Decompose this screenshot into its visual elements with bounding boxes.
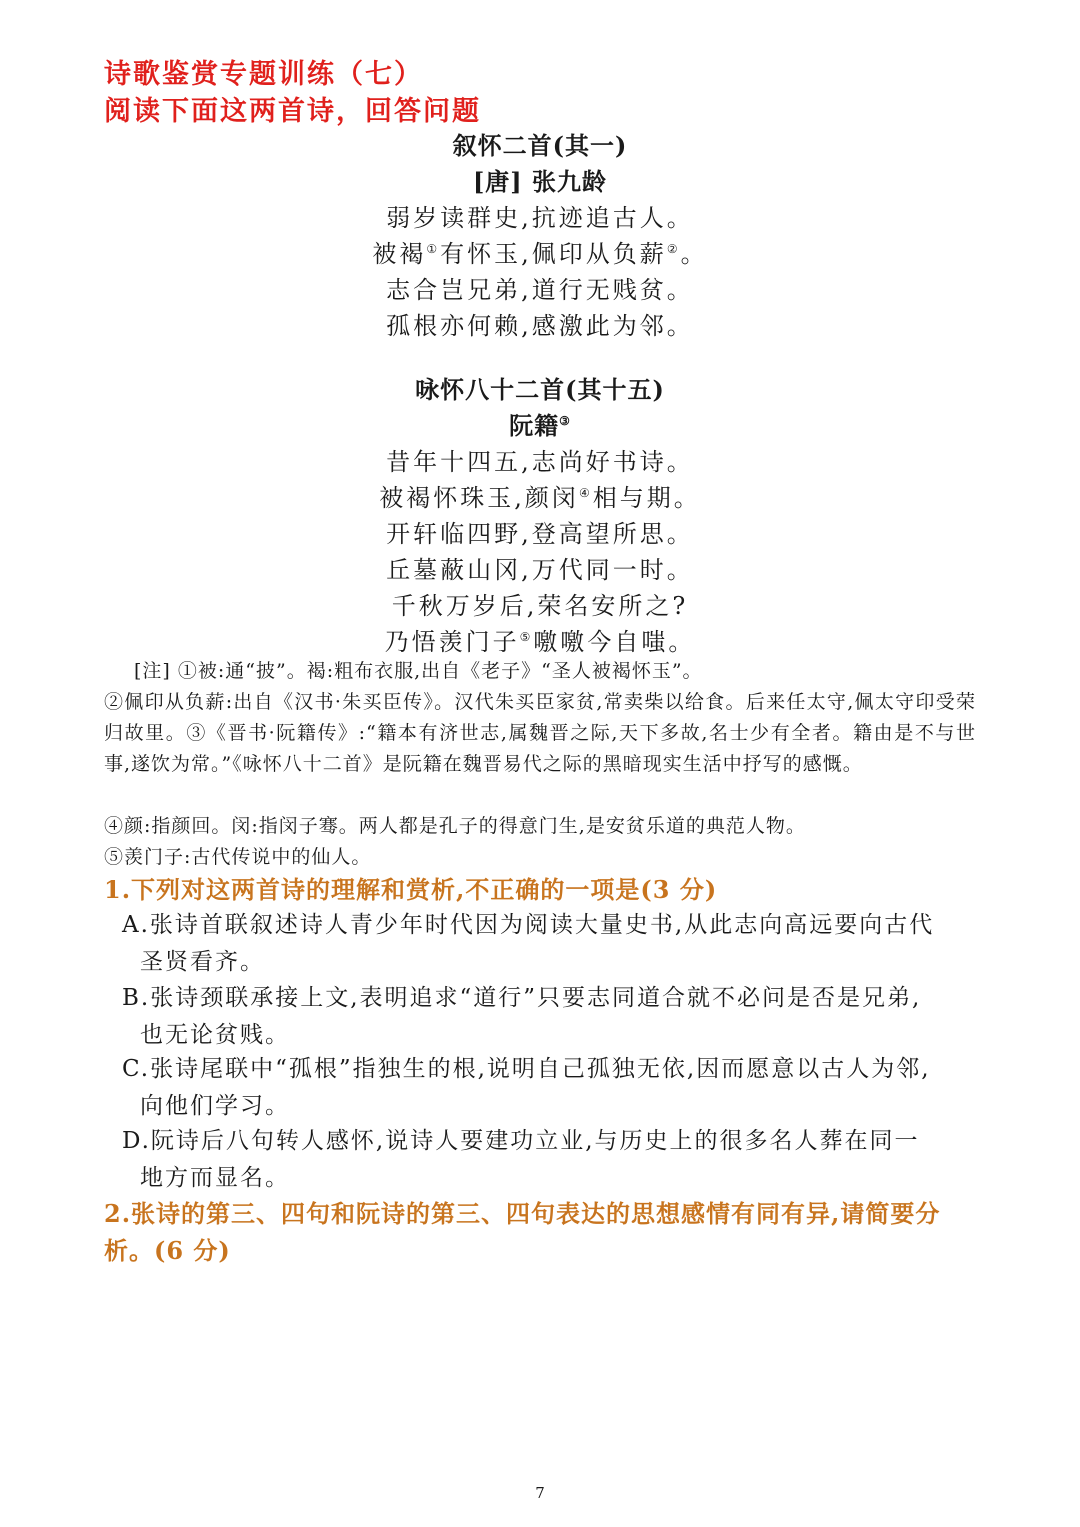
poem1-line2-part1: 被褐 <box>372 240 427 268</box>
option-c-line2: 向他们学习。 <box>140 1093 290 1119</box>
note-4: ④颜:指颜回。闵:指闵子骞。两人都是孔子的得意门生,是安贫乐道的典范人物。 <box>104 815 806 837</box>
option-a-line2: 圣贤看齐。 <box>140 949 265 975</box>
poem1-line2-part2: 有怀玉,佩印从负薪 <box>440 240 667 268</box>
option-b-line2: 也无论贫贱。 <box>140 1022 290 1048</box>
note-1: [注] ①被:通“披”。褐:粗布衣服,出自《老子》“圣人被褐怀玉”。 <box>134 660 703 682</box>
poem2-line6-part2: 噭噭今自嗤。 <box>533 628 696 656</box>
poem2-line1: 昔年十四五,志尚好书诗。 <box>386 448 694 476</box>
option-b-line1: B.张诗颈联承接上文,表明追求“道行”只要志同道合就不必问是否是兄弟, <box>122 985 922 1011</box>
poem2-line2-part1: 被褐怀珠玉,颜闵 <box>379 484 579 512</box>
page-number: 7 <box>535 1484 545 1502</box>
worksheet-title: 诗歌鉴赏专题训练（七） <box>104 59 423 90</box>
instruction-heading: 阅读下面这两首诗，回答问题 <box>104 96 481 127</box>
note-marker-4: ④ <box>578 486 593 500</box>
option-a <box>122 907 978 981</box>
note-2-3: ②佩印从负薪:出自《汉书·朱买臣传》。汉代朱买臣家贫,常卖柴以给食。后来任太守,佩太守印受荣归故里。③《晋书·阮籍传》:“籍本有济世志,属魏晋之际,天下多故,名士少有全者。籍由是不与世事,遂饮为常。”《咏怀八十二首》是阮籍在魏晋易代之际的黑暗现实生活中抒写的感慨。 <box>104 691 976 775</box>
poem1-line2 <box>0 234 1080 269</box>
question-2-stem: 2.张诗的第三、四句和阮诗的第三、四句表达的思想感情有同有异,请简要分析。(6 分) <box>104 1199 941 1265</box>
poem1-line1: 弱岁读群史,抗迹追古人。 <box>386 204 694 232</box>
option-c <box>122 1051 978 1125</box>
note-marker-3: ③ <box>559 414 571 428</box>
note-marker-5: ⑤ <box>519 630 534 644</box>
poem2-line2-part2: 相与期。 <box>592 484 701 512</box>
poem1-line2-part3: 。 <box>680 240 708 268</box>
poem2-line3: 开轩临四野,登高望所思。 <box>386 520 694 548</box>
option-a-line1: A.张诗首联叙述诗人青少年时代因为阅读大量史书,从此志向高远要向古代 <box>122 912 935 938</box>
poem2-title: 咏怀八十二首(其十五) <box>415 375 665 404</box>
note-marker-2: ② <box>666 242 681 256</box>
poem2-author <box>0 406 1080 441</box>
note-5: ⑤羡门子:古代传说中的仙人。 <box>104 846 372 868</box>
poem2-line5: 千秋万岁后,荣名安所之? <box>391 592 689 620</box>
poem2-line4: 丘墓蔽山冈,万代同一时。 <box>386 556 694 584</box>
option-b <box>122 980 978 1054</box>
poem2-line2 <box>0 478 1080 513</box>
option-d-line2: 地方而显名。 <box>140 1165 290 1191</box>
poem2-author-name: 阮籍 <box>509 411 560 440</box>
poem1-line3: 志合岂兄弟,道行无贱贫。 <box>386 276 694 304</box>
option-c-line1: C.张诗尾联中“孤根”指独生的根,说明自己孤独无依,因而愿意以古人为邻, <box>122 1056 931 1082</box>
poem1-title: 叙怀二首(其一) <box>452 131 628 160</box>
option-d <box>122 1123 978 1197</box>
poem1-author: [唐] 张九龄 <box>472 167 608 196</box>
poem2-line6-part1: 乃悟羡门子 <box>384 628 520 656</box>
poem2-line6 <box>0 622 1080 657</box>
option-d-line1: D.阮诗后八句转人感怀,说诗人要建功立业,与历史上的很多名人葬在同一 <box>122 1128 920 1154</box>
question-1-stem: 1.下列对这两首诗的理解和赏析,不正确的一项是(3 分) <box>104 875 718 904</box>
poem1-line4: 孤根亦何赖,感激此为邻。 <box>386 312 694 340</box>
note-marker-1: ① <box>426 242 441 256</box>
